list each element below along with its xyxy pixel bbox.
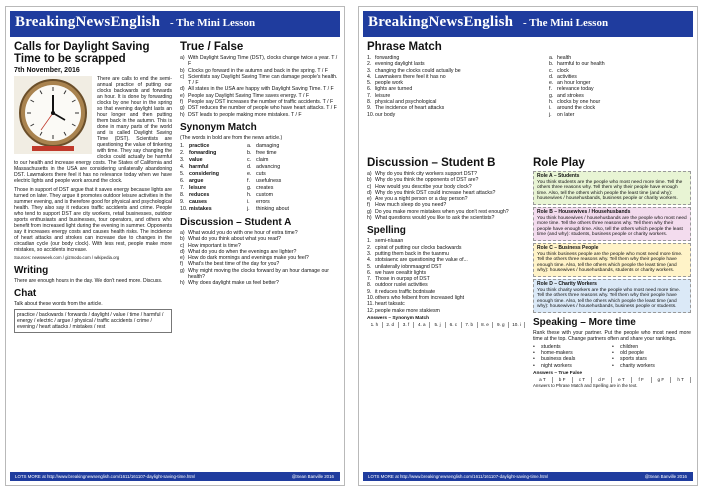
synonym-row: [180, 150, 338, 157]
synonym-note: (The words in bold are from the news article.): [180, 134, 283, 141]
synonym-row: [180, 157, 338, 164]
discussion-a-item-text: How important is time?: [188, 242, 241, 249]
phrase-right-item-number: g.: [549, 92, 554, 99]
spelling-item-text: we have ceealtir lights: [375, 269, 427, 276]
phrase-left-item-text: physical and psychological: [375, 99, 437, 106]
answer-cell: 4. a: [414, 322, 430, 328]
synonym-number: 7.: [180, 184, 185, 191]
discussion-a-item-number: c): [180, 242, 185, 249]
phrase-left-item-number: 5.: [367, 80, 372, 87]
synonym-word: reduces: [189, 191, 210, 198]
true-false-item-number: e): [180, 92, 185, 99]
answer-cell: 8. e: [478, 322, 494, 328]
phrase-left-item-text: our body: [375, 111, 396, 118]
discussion-a-item-number: g): [180, 267, 185, 274]
spelling-item-text: stotsiaenc are questioning the value of...: [375, 257, 468, 264]
true-false-item-text: All states in the USA are happy with Daylight Saving Time. T / F: [188, 86, 334, 93]
true-false-item-number: c): [180, 73, 185, 80]
discussion-b-item-number: d): [367, 189, 372, 196]
role-card: [533, 243, 691, 277]
phrase-left-item-text: The incidence of heart attacks: [375, 105, 445, 112]
spelling-list: [367, 238, 525, 314]
role-card-title: Role C – Business People: [537, 244, 599, 251]
phrase-left-item-number: 4.: [367, 73, 372, 80]
true-false-item-number: b): [180, 67, 185, 74]
role-card: [533, 279, 691, 313]
phrase-left-item-number: 10.: [367, 111, 375, 118]
discussion-a-item: [180, 268, 338, 281]
synonym-number: 3.: [180, 156, 185, 163]
answers-phrase-note: Answers to Phrase Match and Spelling are in the text.: [533, 383, 638, 389]
true-false-item-text: Clocks go forward in the autumn and back in the spring. T / F: [188, 67, 328, 74]
synonym-row: [180, 164, 338, 171]
synonym-match: thinking about: [256, 205, 289, 212]
spelling-item-number: 8.: [367, 282, 372, 289]
phrase-match-section: [367, 41, 691, 153]
speaking-heading: Speaking – More time: [533, 316, 636, 328]
spelling-item-text: heart taksatc: [375, 301, 405, 308]
discussion-a-item-number: f): [180, 261, 184, 268]
synonym-letter: b.: [247, 149, 252, 156]
synonym-match: claim: [256, 156, 269, 163]
discussion-a-item-number: e): [180, 255, 185, 262]
article-date: 7th November, 2016: [14, 67, 80, 74]
spelling-item-number: 3.: [367, 250, 372, 257]
role-card-title: Role A – Students: [537, 173, 580, 179]
synonym-word: forwarding: [189, 149, 217, 156]
true-false-item-text: People say Daylight Saving Time saves energy. T / F: [188, 92, 310, 99]
true-false-item-number: g): [180, 105, 185, 112]
site-title-2: BreakingNewsEnglish: [368, 14, 514, 30]
article-paragraph-1: There are calls to end the semi-annual practice of putting our clocks backwards and forwards an hour. It is done by forwarding clocks by one hour in the spring so that evening daylight lasts an hour longer and then putting them back in the autumn. This is done in many parts of the world and is called Daylight Saving Time (DST). Scientists are questioning the value of tinkering with time. They say changing the clocks could actually be harmful to our health and increase energy costs. The States of California and Massachusetts in the USA are considering unilaterally abandoning DST. Lawmakers there feel it has no relevance today when we have electric lights and people work around the clock.: [14, 76, 172, 184]
bullet-icon: •: [612, 350, 614, 357]
synonym-match: usefulness: [256, 177, 282, 184]
right-column-2: [533, 157, 691, 475]
bullet-icon: •: [612, 362, 614, 369]
synonym-letter: g.: [247, 184, 252, 191]
speaking-text: Rank these with your partner. Put the people who most need more time at the top. Change partners often and share your rankings.: [533, 329, 691, 342]
synonym-row: [180, 206, 338, 213]
chat-heading: Chat: [14, 288, 37, 299]
discussion-b-item: [367, 215, 525, 221]
bullet-icon: •: [533, 356, 535, 363]
synonym-letter: d.: [247, 163, 252, 170]
synonym-number: 2.: [180, 149, 185, 156]
synonym-number: 6.: [180, 177, 185, 184]
discussion-b-item-number: b): [367, 177, 372, 184]
phrase-right-item-number: h.: [549, 99, 554, 106]
phrase-match-heading: Phrase Match: [367, 41, 442, 53]
phrase-right-item-number: a.: [549, 55, 554, 61]
answers-synonym-row: [367, 322, 525, 328]
discussion-b-item-number: g): [367, 208, 372, 215]
lesson-title: - The Mini Lesson: [170, 17, 256, 29]
synonym-match: free time: [256, 149, 277, 156]
synonym-letter: j.: [247, 205, 250, 212]
phrase-left-item-text: Lawmakers there feel it has no: [375, 73, 446, 80]
synonym-letter: a.: [247, 142, 252, 149]
synonym-number: 5.: [180, 170, 185, 177]
discussion-a-item-text: What's the best time of the day for you?: [188, 261, 280, 268]
discussion-a-item-text: What do you do when the evenings are lighter?: [188, 248, 297, 255]
answers-synonym-heading: Answers – Synonym Match: [367, 315, 430, 321]
synonym-number: 8.: [180, 191, 185, 198]
synonym-letter: c.: [247, 156, 252, 163]
spelling-item-number: 11.: [367, 301, 374, 308]
true-false-heading: True / False: [180, 41, 244, 53]
synonym-word: practice: [189, 142, 210, 149]
phrase-right-item-text: an hour longer: [557, 80, 591, 87]
answer-cell: 9. g: [493, 322, 509, 328]
site-title: BreakingNewsEnglish: [15, 14, 161, 30]
speaking-item: [612, 363, 691, 369]
synonym-word: harmful: [189, 163, 209, 170]
discussion-a-item-text: What would you do with one hour of extra time?: [188, 229, 298, 236]
answer-cell: h T: [671, 377, 691, 383]
role-card-text: You think charity workers are the people who most need more time. Tell the others three reasons why. Tell them why their people have enough time. Also, tell the others which people the least time (and why): housewives / househusbands, business people or students.: [537, 287, 681, 310]
spelling-item-number: 1.: [367, 238, 372, 245]
page-one-footer: [10, 472, 340, 481]
answer-cell: 6. c: [446, 322, 462, 328]
synonym-row: [180, 171, 338, 178]
spelling-item-number: 9.: [367, 288, 372, 295]
synonym-letter: h.: [247, 191, 252, 198]
spelling-item-number: 5.: [367, 263, 372, 270]
synonym-letter: f.: [247, 177, 250, 184]
phrase-right-item-text: around the clock: [557, 105, 596, 112]
page-one-header: [10, 11, 340, 37]
role-play-heading: Role Play: [533, 157, 585, 169]
discussion-b-heading: Discussion – Student B: [367, 157, 496, 169]
role-card-text: You think business people are the people who most need more time. Tell the others three reasons why. Tell them why their people have enough time. Also, tell the others which people the least time (and why): housewives / househusbands, students or charity workers.: [537, 251, 683, 274]
bullet-icon: •: [612, 356, 614, 363]
answer-cell: 7. b: [462, 322, 478, 328]
clock-icon: [14, 76, 92, 154]
synonym-row: [180, 199, 338, 206]
clock-image: [14, 76, 92, 154]
discussion-b-item-text: How would you describe your body clock?: [375, 183, 472, 190]
synonym-row: [180, 185, 338, 192]
spelling-item-text: others who feibent from increased light: [375, 295, 465, 302]
discussion-a-item: [180, 280, 338, 286]
bullet-icon: •: [533, 362, 535, 369]
speaking-item-text: children: [620, 343, 639, 350]
speaking-item-text: business deals: [541, 356, 576, 363]
discussion-b-list: [367, 171, 525, 221]
phrase-right-item-text: and strokes: [557, 92, 584, 99]
role-card: [533, 171, 691, 205]
answer-cell: 5. j: [430, 322, 446, 328]
phrase-left-item-number: 9.: [367, 105, 372, 112]
discussion-a-item-number: a): [180, 229, 185, 236]
discussion-a-item-number: h): [180, 280, 185, 287]
discussion-b-item-text: Why do you think the opponents of DST are?: [375, 177, 479, 184]
synonym-number: 10.: [180, 205, 188, 212]
true-false-item: [180, 74, 338, 87]
discussion-a-item-number: b): [180, 236, 185, 243]
speaking-item: [533, 363, 612, 369]
role-card: [533, 207, 691, 241]
spelling-item-number: 6.: [367, 269, 372, 276]
page-one: [5, 6, 345, 486]
footer-url-2[interactable]: LOTS MORE at http://www.breakingnewsenglish.com/1611/161107-daylight-saving-time.html: [368, 474, 549, 479]
role-card-title: Role B – Housewives / Househusbands: [537, 208, 631, 215]
synonym-list: [180, 143, 338, 213]
spelling-item-number: 10.: [367, 295, 375, 302]
answer-cell: e T: [612, 377, 632, 383]
synonym-match: custom: [256, 191, 274, 198]
spelling-item-text: it reduces traffic bcdnisate: [375, 288, 436, 295]
answers-tf-heading: Answers – True False: [533, 371, 583, 377]
role-card-text: You think housewives / househusbands are the people who most need more time. Tell the others three reasons why. Tell them why their people have enough time. Also, tell the others which people the least time (and why): students, business people or charity workers.: [537, 215, 687, 238]
phrase-right-item-text: health: [557, 55, 572, 61]
phrase-right-item-text: clock: [557, 67, 569, 74]
phrase-right-item-text: activities: [557, 73, 577, 80]
synonym-word: mistakes: [189, 205, 212, 212]
answer-cell: 10. i: [509, 322, 525, 328]
left-column-2: [367, 157, 525, 475]
discussion-a-item-number: d): [180, 248, 185, 255]
discussion-b-item-text: Why do you think city workers support DST?: [375, 171, 478, 177]
discussion-a-list: [180, 230, 338, 287]
synonym-word: argue: [189, 177, 204, 184]
page-two-header: [363, 11, 693, 37]
spelling-item-text: Those in ourpsp of DST: [375, 276, 430, 283]
synonym-match: errors: [256, 198, 270, 205]
synonym-word: leisure: [189, 184, 207, 191]
discussion-b-item-text: Are you a night person or a day person?: [375, 196, 468, 203]
true-false-item-text: People say DST increases the number of traffic accidents. T / F: [188, 99, 334, 106]
footer-url[interactable]: LOTS MORE at http://www.breakingnewsenglish.com/1611/161107-daylight-saving-time.html: [15, 474, 196, 479]
writing-text: There are enough hours in the day. We don't need more. Discuss.: [14, 278, 163, 284]
article-paragraph-2: Those in support of DST argue that it saves energy because lights are turned on later. They argue it promotes outdoor leisure activities in the summer evening, and is therefore good for physical and psychological health. They also say it reduces traffic accidents and crime. People who tend to support DST are city workers, retail businesses, outdoor sports enthusiasts and businesses, tour operators, and others who benefit from increased light during the evening in summer. Opponents say it increases energy costs and causes health risks. The incidence of heart attacks and strokes can increase due to changes in the circadian cycle (our body clock). With less rest, people make more mistakes, so accidents increase.: [14, 187, 172, 253]
answer-cell: b F: [553, 377, 573, 383]
role-play-list: [533, 171, 691, 313]
speaking-right-list: [612, 344, 691, 369]
spelling-item-text: putting them back in the tuanmu: [375, 250, 449, 257]
lesson-title-2: - The Mini Lesson: [523, 17, 609, 29]
synonym-number: 9.: [180, 198, 185, 205]
phrase-left-item-number: 7.: [367, 92, 372, 99]
speaking-item-text: night workers: [541, 362, 572, 369]
phrase-left-item: [367, 112, 509, 118]
phrase-left-item-number: 6.: [367, 86, 372, 93]
phrase-left-list: [367, 55, 509, 118]
writing-heading: Writing: [14, 265, 49, 276]
synonym-letter: e.: [247, 170, 252, 177]
phrase-right-item-number: f.: [549, 86, 552, 93]
footer-credit-2: @Sean Banville 2016: [644, 474, 687, 479]
discussion-b-item-text: What questions would you like to ask the scientists?: [375, 215, 495, 222]
phrase-right-item-number: e.: [549, 80, 554, 87]
true-false-item: [180, 112, 338, 118]
article-column: [14, 41, 172, 471]
synonym-row: [180, 143, 338, 150]
discussion-b-item-text: How much sleep do you need?: [375, 202, 447, 209]
answer-cell: 1. h: [367, 322, 383, 328]
speaking-item-text: students: [541, 343, 561, 350]
discussion-b-item-number: c): [367, 183, 372, 190]
speaking-item-text: charity workers: [620, 362, 655, 369]
bullet-icon: •: [533, 350, 535, 357]
footer-credit: @Sean Banville 2016: [291, 474, 334, 479]
discussion-b-item-number: a): [367, 171, 372, 177]
article-sources: Sources: newsweek.com / gizmodo.com / wikipedia.org: [14, 255, 120, 260]
discussion-b-item-number: h): [367, 215, 372, 222]
synonym-word: value: [189, 156, 203, 163]
answer-cell: f F: [632, 377, 652, 383]
spelling-heading: Spelling: [367, 225, 406, 237]
synonym-match: advancing: [256, 163, 281, 170]
role-card-text: You think students are the people who most need more time. Tell the others three reasons why. Tell them why their people have enough time. Also, tell the others which people the least time (and why): housewives / househusbands, business people or charity workers.: [537, 179, 683, 202]
speaking-item-text: old people: [620, 350, 644, 357]
phrase-left-item-text: leisure: [375, 92, 391, 99]
phrase-right-item-number: c.: [549, 67, 554, 74]
true-false-item-number: d): [180, 86, 185, 93]
discussion-b-item-text: Why do you think DST could increase heart attacks?: [375, 189, 496, 196]
role-card-title: Role D – Charity Workers: [537, 280, 597, 287]
synonym-match: cuts: [256, 170, 266, 177]
phrase-left-item-text: changing the clocks could actually be: [375, 67, 461, 74]
synonym-row: [180, 178, 338, 185]
discussion-a-item-text: Why might moving the clocks forward by an hour damage our health?: [188, 267, 329, 281]
page-two-footer: [363, 472, 693, 481]
spelling-item: [367, 308, 525, 314]
spelling-item-text: unilaterally iobnmaagnd DST: [375, 263, 442, 270]
spelling-item-number: 4.: [367, 257, 372, 264]
phrase-left-item-number: 1.: [367, 55, 372, 61]
phrase-left-item-text: forwarding: [375, 55, 400, 61]
true-false-item-number: f): [180, 99, 184, 106]
page-two: [358, 6, 698, 486]
phrase-left-item-text: people work: [375, 80, 403, 87]
answer-cell: g F: [652, 377, 672, 383]
spelling-item-number: 2.: [367, 244, 372, 251]
chat-word-box: practice / backwards / forwards / daylight / value / time / harmful / energy / electric / argue / physical / traffic accidents / crime / evening / heart attacks / mistakes / rest: [14, 309, 172, 333]
true-false-item-text: With Daylight Saving Time (DST), clocks change twice a year. T / F: [188, 55, 338, 68]
true-false-item-number: h): [180, 111, 185, 118]
exercise-column: [180, 41, 338, 471]
true-false-item: [180, 55, 338, 68]
discussion-a-item-text: What do you think about what you read?: [188, 236, 281, 243]
true-false-item-text: DST leads to people making more mistakes. T / F: [188, 111, 302, 118]
speaking-item-text: home-makers: [541, 350, 573, 357]
synonym-word: considering: [189, 170, 220, 177]
discussion-a-item-text: How do dark mornings and evenings make you feel?: [188, 255, 309, 262]
spelling-item-number: 12.: [367, 307, 375, 314]
spelling-item-text: outdoor ruslei activities: [375, 282, 428, 289]
phrase-right-item-text: harmful to our health: [557, 61, 605, 68]
phrase-right-item-text: clocks by one hour: [557, 99, 601, 106]
speaking-left-list: [533, 344, 612, 369]
phrase-left-item-number: 8.: [367, 99, 372, 106]
spelling-item-text: people make more stakiesm: [375, 307, 440, 314]
phrase-left-item-number: 2.: [367, 61, 372, 68]
synonym-number: 1.: [180, 142, 185, 149]
discussion-b-item-number: f): [367, 202, 371, 209]
phrase-right-item-number: d.: [549, 73, 554, 80]
synonym-number: 4.: [180, 163, 185, 170]
true-false-item-number: a): [180, 55, 185, 61]
synonym-match: damaging: [256, 142, 280, 149]
phrase-right-item: [549, 112, 691, 118]
bullet-icon: •: [533, 343, 535, 350]
phrase-right-item-text: relevance today: [557, 86, 594, 93]
synonym-match: creates: [256, 184, 274, 191]
answer-cell: 2. d: [383, 322, 399, 328]
synonym-heading: Synonym Match: [180, 121, 257, 133]
true-false-list: [180, 55, 338, 118]
chat-instruction: Talk about these words from the article.: [14, 301, 103, 307]
phrase-right-list: [509, 55, 691, 118]
true-false-item-text: Scientists say Daylight Saving Time can damage people's health. T / F: [188, 73, 338, 87]
answer-cell: 3. f: [399, 322, 415, 328]
spelling-item-text: cpirat of putting our clocks backwards: [375, 244, 462, 251]
spelling-item-text: semi-nluaan: [375, 238, 404, 245]
phrase-left-item-text: evening daylight lasts: [375, 61, 425, 68]
phrase-right-item-text: on later: [557, 111, 575, 118]
synonym-word: causes: [189, 198, 207, 205]
phrase-right-item-number: i.: [549, 105, 552, 112]
discussion-b-item-number: e): [367, 196, 372, 203]
synonym-letter: i.: [247, 198, 250, 205]
discussion-a-item-text: Why does daylight make us feel better?: [188, 280, 279, 287]
answer-cell: d F: [592, 377, 612, 383]
synonym-row: [180, 192, 338, 199]
spelling-item-number: 7.: [367, 276, 372, 283]
phrase-left-item-text: lights are turned: [375, 86, 413, 93]
phrase-left-item-number: 3.: [367, 67, 372, 74]
phrase-right-item-number: j.: [549, 111, 552, 118]
phrase-right-item-number: b.: [549, 61, 554, 68]
discussion-b-item-text: Do you make more mistakes when you don't rest enough?: [375, 208, 509, 215]
true-false-item-text: DST reduces the number of people who have heart attacks. T / F: [188, 105, 337, 112]
answer-cell: c T: [573, 377, 593, 383]
answer-cell: a T: [533, 377, 553, 383]
bullet-icon: •: [612, 343, 614, 350]
speaking-item-text: sports stars: [620, 356, 647, 363]
article-title: Calls for Daylight Saving Time to be scrapped: [14, 41, 150, 65]
discussion-a-heading: Discussion – Student A: [180, 216, 292, 228]
